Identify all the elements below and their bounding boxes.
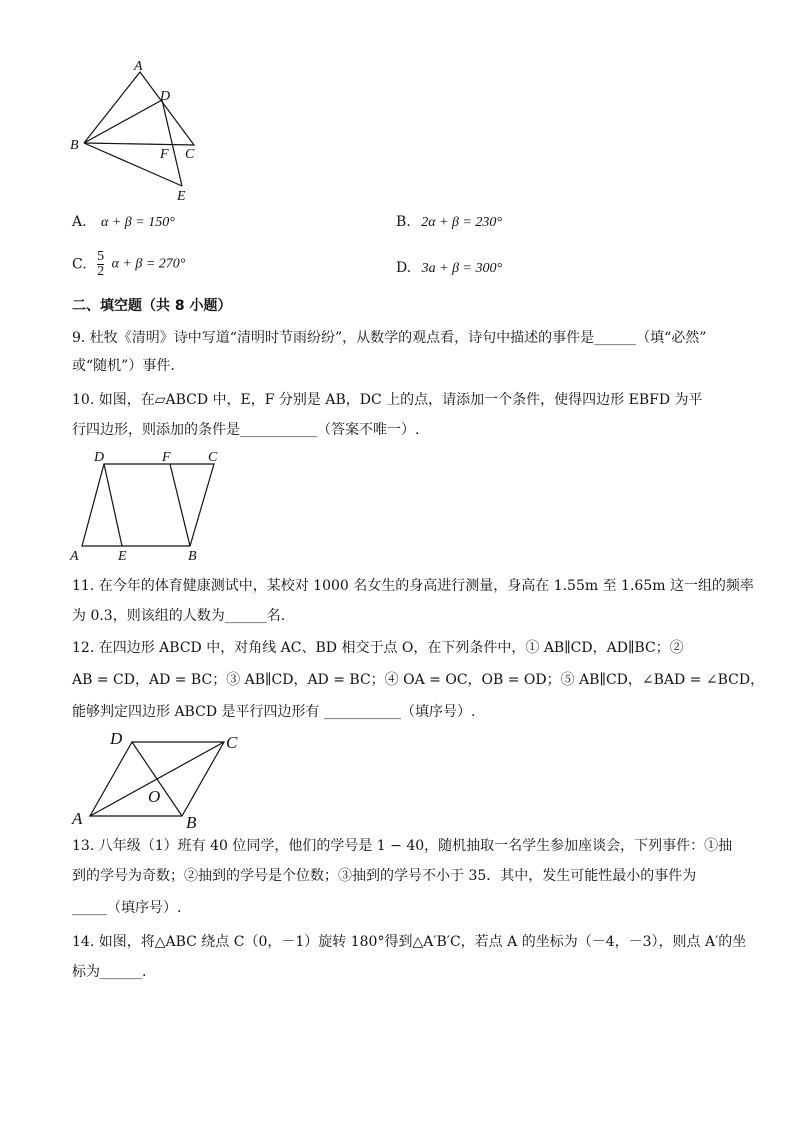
- label-c: C: [185, 147, 195, 162]
- section-title: 二、填空题（共 8 小题）: [72, 298, 232, 314]
- figure-triangle-abc: [64, 60, 204, 205]
- option-b: [396, 214, 502, 231]
- label-a: A: [72, 809, 83, 828]
- label-d: D: [94, 450, 105, 465]
- q13-line-1: 13. 八年级（1）班有 40 位同学，他们的学号是 1 − 40，随机抽取一名学生参加座谈会，下列事件：①抽: [72, 838, 733, 854]
- option-d: [396, 260, 502, 277]
- q14-line-1: 14. 如图，将△ABC 绕点 C（0，－1）旋转 180°得到△A′B′C，若点 A 的坐标为（－4，－3），则点 A′的坐: [72, 934, 747, 950]
- segment-de: [162, 100, 182, 186]
- fraction-denominator: 2: [97, 264, 105, 279]
- label-f: F: [162, 450, 171, 465]
- q12-line-3: 能够判定四边形 ABCD 是平行四边形有 ___________（填序号）.: [72, 704, 476, 720]
- segment-fb: [170, 464, 190, 546]
- label-e: E: [118, 549, 127, 564]
- q13-line-3: _____（填序号）.: [72, 900, 182, 916]
- segment-de: [104, 464, 122, 546]
- q13-line-2: 到的学号为奇数；②抽到的学号是个位数；③抽到的学号不小于 35．其中，发生可能性最小的事件为: [72, 868, 697, 884]
- label-d: D: [110, 729, 123, 748]
- q9-line-2: 或“随机”）事件.: [72, 358, 175, 374]
- option-a-letter: A.: [72, 214, 87, 230]
- label-b: B: [188, 549, 197, 564]
- option-a: [72, 214, 175, 231]
- q14-line-2: 标为______.: [72, 964, 147, 980]
- option-d-letter: D.: [396, 260, 412, 276]
- label-f: F: [160, 147, 169, 162]
- q11-line-1: 11. 在今年的体育健康测试中，某校对 1000 名女生的身高进行测量，身高在 1.55m 至 1.65m 这一组的频率: [72, 578, 754, 594]
- q11-line-2: 为 0.3，则该组的人数为______名.: [72, 608, 286, 624]
- option-d-text: 3a + β = 300°: [421, 261, 503, 276]
- q10-line-2: 行四边形，则添加的条件是___________（答案不唯一）.: [72, 422, 420, 438]
- q10-line-1: 10. 如图，在▱ABCD 中，E，F 分别是 AB，DC 上的点，请添加一个条件，使得四边形 EBFD 为平: [72, 392, 703, 408]
- option-c: [72, 250, 185, 279]
- label-e: E: [177, 189, 186, 204]
- label-a: A: [134, 60, 143, 74]
- q9-line-1: 9. 杜牧《清明》诗中写道“清明时节雨纷纷”，从数学的观点看，诗句中描述的事件是______（填“必然”: [72, 330, 707, 346]
- option-b-text: 2α + β = 230°: [421, 215, 503, 230]
- label-o: O: [148, 787, 161, 806]
- figure-parallelogram-efbd: [64, 448, 230, 566]
- option-c-text: α + β = 270°: [111, 256, 186, 272]
- parallelogram-abcd: [82, 464, 214, 546]
- q12-line-1: 12. 在四边形 ABCD 中，对角线 AC、BD 相交于点 O，在下列条件中，① AB∥CD，AD∥BC；②: [72, 640, 684, 656]
- label-b: B: [186, 813, 197, 832]
- fraction-numerator: 5: [97, 249, 105, 264]
- label-d: D: [160, 89, 171, 104]
- label-c: C: [226, 733, 238, 752]
- figure-parallelogram-diagonals: [64, 726, 254, 832]
- label-b: B: [70, 138, 79, 153]
- segment-bd: [84, 100, 162, 143]
- option-c-letter: C.: [72, 256, 87, 273]
- option-b-letter: B.: [396, 214, 411, 230]
- label-c: C: [208, 450, 218, 465]
- q12-line-2: AB = CD，AD = BC；③ AB∥CD，AD = BC；④ OA = OC，OB = OD；⑤ AB∥CD，∠BAD = ∠BCD，: [72, 672, 765, 688]
- label-a: A: [70, 549, 79, 564]
- option-a-text: α + β = 150°: [101, 215, 175, 230]
- option-c-fraction: [97, 250, 104, 279]
